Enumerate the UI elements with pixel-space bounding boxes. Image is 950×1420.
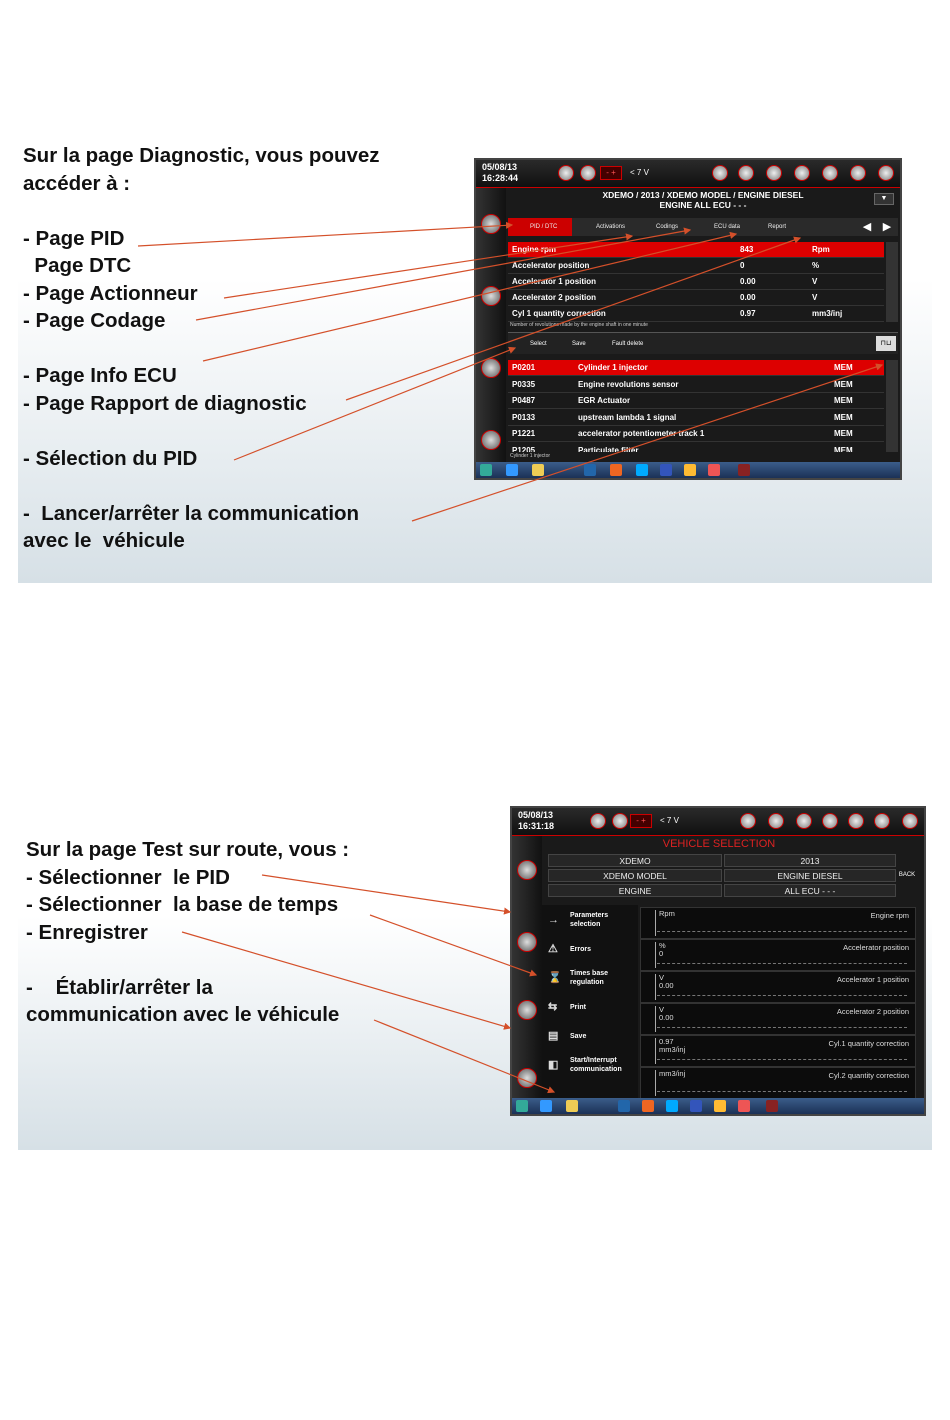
folder-icon[interactable]	[566, 1100, 578, 1112]
menu-item-label: Start/Interrupt communication	[570, 1057, 622, 1073]
ps-icon[interactable]	[618, 1100, 630, 1112]
plot-value: V 0.00	[659, 1005, 674, 1022]
vehicle-system: ENGINE	[548, 884, 722, 897]
app-icon[interactable]	[684, 464, 696, 476]
pid-unit: V	[812, 277, 818, 286]
battery-icon: - +	[600, 166, 622, 180]
time-label: 16:28:44	[482, 173, 519, 183]
print-icon[interactable]	[874, 813, 890, 829]
diagnostic-screenshot	[474, 158, 902, 480]
tab-codings[interactable]: Codings	[656, 224, 679, 230]
info-icon[interactable]	[822, 813, 838, 829]
diagnostic-search-icon[interactable]	[481, 286, 501, 306]
section2-line: communication avec le véhicule	[26, 1003, 340, 1026]
menu-item[interactable]	[542, 992, 638, 1022]
menu-item[interactable]	[542, 905, 638, 935]
section1-line: - Page Actionneur	[23, 281, 198, 305]
pid-name: Cyl 1 quantity correction	[512, 309, 606, 318]
usb-icon[interactable]	[558, 165, 574, 181]
plot-value: % 0	[659, 941, 666, 958]
menu-item[interactable]	[542, 963, 638, 993]
menu-item-label: Save	[570, 1032, 587, 1040]
plot-axis	[655, 974, 656, 1000]
globe-icon[interactable]	[740, 813, 756, 829]
section2-line: - Enregistrer	[26, 920, 148, 944]
voltage-label-2: < 7 V	[660, 816, 679, 825]
printer-side-icon[interactable]	[481, 358, 501, 378]
dtc-description: accelerator potentiometer track 1	[578, 429, 705, 438]
pid-row[interactable]	[508, 242, 884, 258]
voltage-label: < 7 V	[630, 168, 649, 177]
pid-name: Accelerator position	[512, 261, 590, 270]
pid-scrollbar[interactable]	[886, 242, 898, 322]
start-icon[interactable]	[480, 464, 492, 476]
plot-trace	[657, 931, 907, 932]
power-icon[interactable]	[878, 165, 894, 181]
plot-axis	[655, 1070, 656, 1096]
dtc-status: MEM	[834, 363, 853, 372]
plot-trace	[657, 1027, 907, 1028]
vehicle-make: XDEMO	[548, 854, 722, 867]
app-icon[interactable]	[714, 1100, 726, 1112]
datetime	[482, 162, 518, 184]
section1-line: - Lancer/arrêter la communication	[23, 501, 360, 525]
vehicle-model: XDEMO MODEL	[548, 869, 722, 882]
tools-icon[interactable]	[766, 165, 782, 181]
select-button[interactable]: Select	[530, 341, 547, 347]
plot-panel[interactable]	[640, 1003, 916, 1035]
plot-axis	[655, 1038, 656, 1064]
plot-axis	[655, 942, 656, 968]
car-icon[interactable]	[738, 165, 754, 181]
signal-icon[interactable]: ⊓⊔	[876, 336, 896, 351]
menu-item-icon: ◧	[548, 1058, 559, 1071]
firefox-icon[interactable]	[642, 1100, 654, 1112]
pid-unit: mm3/inj	[812, 309, 843, 318]
ie-icon[interactable]	[540, 1100, 552, 1112]
plot-label: Engine rpm	[870, 911, 909, 920]
tab-report[interactable]: Report	[768, 224, 787, 230]
menu-item-icon: ⌛	[548, 971, 562, 984]
plot-label: Accelerator 1 position	[836, 975, 909, 984]
connection-icon[interactable]	[612, 813, 628, 829]
datetime-2	[518, 810, 554, 832]
pid-unit: Rpm	[812, 245, 830, 254]
plot-panel[interactable]	[640, 907, 916, 939]
status-bar	[476, 160, 900, 188]
plot-panel[interactable]	[640, 1035, 916, 1067]
dtc-row[interactable]	[508, 410, 884, 426]
dtc-row[interactable]	[508, 393, 884, 409]
tab-bar	[508, 218, 898, 236]
road-test-screenshot	[510, 806, 926, 1116]
section1-line: - Page Rapport de diagnostic	[23, 391, 307, 415]
menu-item-label: Print	[570, 1003, 586, 1011]
dtc-table	[508, 360, 884, 452]
plot-value: V 0.00	[659, 973, 674, 990]
date-label: 05/08/13	[482, 162, 518, 172]
dtc-code: P1205	[512, 445, 536, 452]
tool-app-icon[interactable]	[738, 464, 750, 476]
communication-icon[interactable]	[481, 430, 501, 450]
tool-app-icon[interactable]	[766, 1100, 778, 1112]
vehicle-ecu: ALL ECU - - -	[724, 884, 896, 897]
section2-line: - Établir/arrêter la	[26, 975, 213, 999]
pid-table	[508, 242, 884, 322]
car-icon[interactable]	[768, 813, 784, 829]
menu-item-label: Times base regulation	[570, 970, 609, 986]
dtc-status: MEM	[834, 396, 853, 405]
menu-item[interactable]	[542, 1021, 638, 1051]
dtc-row[interactable]	[508, 377, 884, 393]
section1-line: - Page PID	[23, 226, 125, 250]
section2-line: - Sélectionner la base de temps	[26, 893, 339, 916]
info-icon[interactable]	[794, 165, 810, 181]
skype-icon[interactable]	[666, 1100, 678, 1112]
section1-line: - Page Codage	[23, 309, 166, 332]
dtc-status: MEM	[834, 429, 853, 438]
plot-trace	[657, 1059, 907, 1060]
dtc-description: EGR Actuator	[578, 396, 631, 405]
menu-item[interactable]	[542, 1050, 638, 1080]
plot-trace	[657, 963, 907, 964]
word-icon[interactable]	[690, 1100, 702, 1112]
vehicle-year: 2013	[724, 854, 896, 867]
tab-prev-icon[interactable]: ◀	[862, 221, 872, 233]
plot-axis	[655, 1006, 656, 1032]
section1-line: Page DTC	[23, 254, 132, 277]
plot-label: Accelerator 2 position	[836, 1007, 909, 1016]
diagnostic-instructions	[23, 142, 380, 555]
pid-value: 0.00	[740, 277, 756, 286]
section1-line	[23, 417, 380, 445]
menu-item-icon: →	[548, 913, 559, 926]
word-icon[interactable]	[660, 464, 672, 476]
date-label-2: 05/08/13	[518, 810, 554, 820]
menu-item[interactable]	[542, 934, 638, 964]
pid-row[interactable]	[508, 258, 884, 274]
ie-icon[interactable]	[506, 464, 518, 476]
dropdown-button[interactable]: ▼	[874, 193, 894, 205]
tab-pid-dtc[interactable]: PID / DTC	[508, 218, 572, 236]
dtc-description: Engine revolutions sensor	[578, 379, 679, 389]
section1-line: avec le véhicule	[23, 529, 185, 552]
pdf-icon[interactable]	[738, 1100, 750, 1112]
plot-value: mm3/inj	[659, 1069, 686, 1078]
section2-line: Sur la page Test sur route, vous :	[26, 838, 350, 861]
diagnostic-search-icon[interactable]	[517, 932, 537, 952]
dtc-row[interactable]	[508, 426, 884, 442]
tab-next-icon[interactable]: ▶	[882, 221, 892, 233]
dtc-status: MEM	[834, 379, 853, 389]
car-settings-icon[interactable]	[822, 165, 838, 181]
plot-panel[interactable]	[640, 939, 916, 971]
start-icon[interactable]	[516, 1100, 528, 1112]
pid-row[interactable]	[508, 306, 884, 322]
printer-side-icon[interactable]	[517, 1000, 537, 1020]
tools-icon[interactable]	[796, 813, 812, 829]
section2-line: - Sélectionner le PID	[26, 865, 230, 889]
tab-ecu-data[interactable]: ECU data	[714, 224, 741, 230]
dtc-description: Particulate filter	[578, 445, 639, 452]
title-line-2: ENGINE ALL ECU - - -	[659, 200, 747, 210]
pdf-icon[interactable]	[708, 464, 720, 476]
skype-icon[interactable]	[636, 464, 648, 476]
power-icon[interactable]	[902, 813, 918, 829]
menu-item-icon: ⇆	[548, 1000, 558, 1013]
communication-icon[interactable]	[517, 1068, 537, 1088]
status-bar-2	[512, 808, 924, 836]
firefox-icon[interactable]	[610, 464, 622, 476]
plot-trace	[657, 1091, 907, 1092]
gauge-icon[interactable]	[481, 214, 501, 234]
section1-line	[23, 335, 380, 363]
battery-icon: - +	[630, 814, 652, 828]
section1-line	[23, 197, 380, 225]
dtc-description: Cylinder 1 injector	[510, 453, 551, 459]
dtc-code: P1221	[512, 429, 536, 438]
folder-icon[interactable]	[532, 464, 544, 476]
pid-description: Number of revolutions made by the engine shaft in one minute	[510, 322, 648, 328]
plot-label: Accelerator position	[843, 943, 909, 952]
section1-line: Sur la page Diagnostic, vous pouvez	[23, 144, 380, 167]
vehicle-selection-heading: VEHICLE SELECTION	[662, 838, 776, 850]
plot-panel[interactable]	[640, 1067, 916, 1099]
menu-item-icon: ▤	[548, 1029, 559, 1042]
section1-line: - Sélection du PID	[23, 446, 198, 470]
save-button[interactable]: Save	[572, 341, 586, 347]
road-test-menu	[542, 905, 638, 1098]
dtc-status: MEM	[834, 412, 853, 422]
pid-value: 0.00	[740, 293, 756, 302]
menu-item-label: Errors	[570, 945, 592, 953]
dtc-status: MEM	[834, 445, 853, 452]
plot-panel[interactable]	[640, 971, 916, 1003]
road-test-instructions	[26, 836, 349, 1029]
usb-icon[interactable]	[590, 813, 606, 829]
pid-value: 0	[740, 261, 745, 270]
dtc-row[interactable]	[508, 360, 884, 376]
side-toolbar-2	[512, 836, 542, 1098]
section1-line: - Page Info ECU	[23, 364, 177, 387]
side-toolbar	[476, 188, 506, 462]
pid-name: Accelerator 1 position	[512, 277, 597, 286]
pid-name: Accelerator 2 position	[512, 293, 597, 302]
taskbar-2	[512, 1098, 924, 1114]
taskbar	[476, 462, 900, 478]
plot-trace	[657, 995, 907, 996]
dtc-code: P0487	[512, 396, 536, 405]
ps-icon[interactable]	[584, 464, 596, 476]
fault-delete-button[interactable]: Fault delete	[612, 341, 644, 347]
title-line-1: XDEMO / 2013 / XDEMO MODEL / ENGINE DIESEL	[602, 190, 804, 200]
action-bar	[508, 332, 898, 354]
plot-value: Rpm	[659, 909, 675, 918]
section1-line: accéder à :	[23, 171, 131, 195]
vehicle-title	[506, 190, 900, 210]
globe-icon[interactable]	[712, 165, 728, 181]
section2-line	[26, 946, 349, 974]
menu-item-label: Parameters selection	[570, 912, 609, 928]
vehicle-engine: ENGINE DIESEL	[724, 869, 896, 882]
dtc-code: P0201	[512, 363, 536, 372]
dtc-code: P0335	[512, 379, 536, 389]
back-button[interactable]: BACK	[898, 872, 916, 878]
menu-item-icon: ⚠	[548, 942, 558, 955]
tab-activations[interactable]: Activations	[596, 224, 626, 230]
dtc-description: Cylinder 1 injector	[578, 363, 648, 372]
plot-axis	[655, 910, 656, 936]
pid-value: 0.97	[740, 309, 756, 318]
print-icon[interactable]	[850, 165, 866, 181]
plot-label: Cyl.2 quantity correction	[828, 1071, 909, 1080]
pid-row[interactable]	[508, 290, 884, 306]
dtc-code: P0133	[512, 412, 536, 422]
dtc-row[interactable]	[508, 443, 884, 453]
pid-name: Engine rpm	[512, 245, 557, 254]
section1-line	[23, 472, 380, 500]
pid-row[interactable]	[508, 274, 884, 290]
car-settings-icon[interactable]	[848, 813, 864, 829]
connection-icon[interactable]	[580, 165, 596, 181]
gauge-icon[interactable]	[517, 860, 537, 880]
plot-value: 0.97 mm3/inj	[659, 1037, 686, 1054]
plot-label: Cyl.1 quantity correction	[828, 1039, 909, 1048]
pid-unit: %	[812, 261, 820, 270]
pid-unit: V	[812, 293, 818, 302]
pid-value: 843	[740, 245, 754, 254]
time-label-2: 16:31:18	[518, 821, 555, 831]
dtc-scrollbar[interactable]	[886, 360, 898, 452]
dtc-description: upstream lambda 1 signal	[578, 412, 677, 422]
